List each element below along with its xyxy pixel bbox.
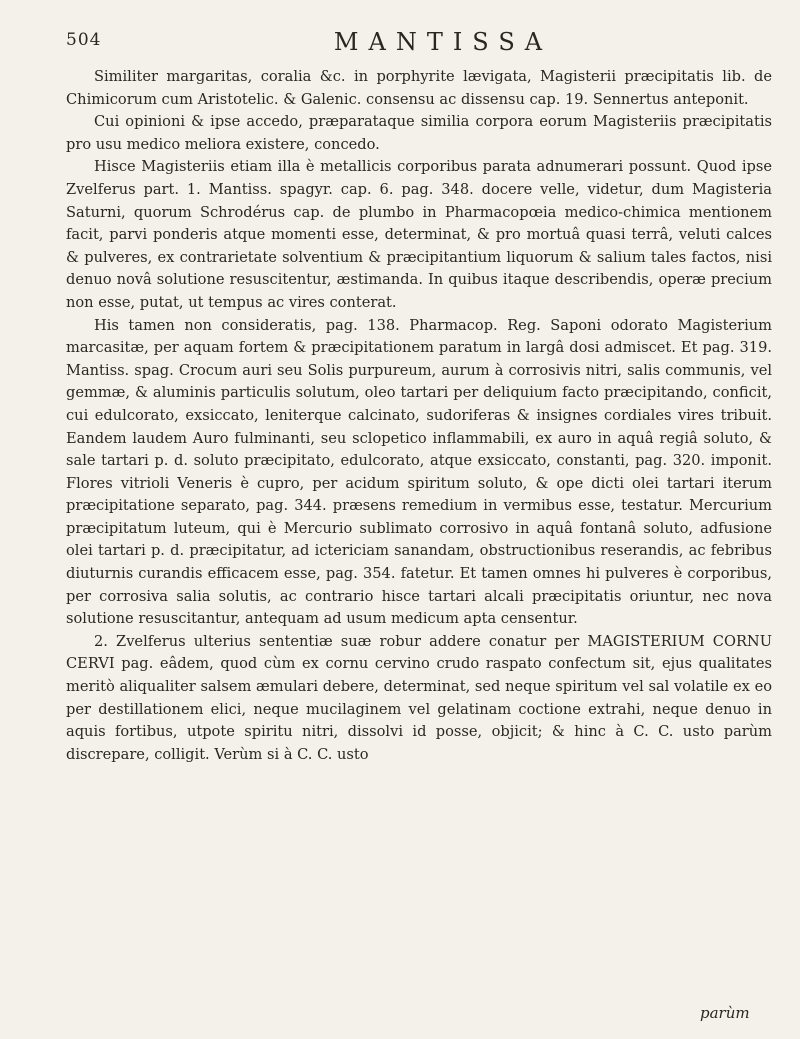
paragraph-3: Hisce Magisteriis etiam illa è metallicis corporibus parata adnumerari possunt. Quod ipse Zvelferus part. 1. Mantiss. spagyr. cap. 6. pag. 348. docere velle, videtur, dum Magisteria Saturni, quorum Schrodérus cap. de plumbo in Pharmacopœia medico-chimica mentionem facit, parvi ponderis atque momenti esse, determinat, & pro mortuâ quasi terrâ, veluti calces & pulveres, ex contrarietate solventium & præcipitantium liquorum & salium tales factos, nisi denuo novâ solutione resuscitentur, æstimanda. In quibus itaque describendis, operæ precium non esse, putat, ut tempus ac vires conterat. xyxy=(66,158,772,311)
body-text xyxy=(66,66,772,766)
running-title: MANTISSA xyxy=(333,28,553,56)
page-number: 504 xyxy=(66,30,102,50)
paragraph-1: Similiter margaritas, coralia &c. in porphyrite lævigata, Magisterii præcipitatis lib. de Chimicorum cum Aristotelic. & Galenic. consensu ac dissensu cap. 19. Sennertus anteponit. xyxy=(66,68,772,108)
paragraph-2: Cui opinioni & ipse accedo, præparataque similia corpora eorum Magisteriis præcipitatis pro usu medico meliora existere, concedo. xyxy=(66,113,772,153)
page-header xyxy=(66,28,760,58)
paragraph-5: 2. Zvelferus ulterius sententiæ suæ robur addere conatur per MAGISTERIUM CORNU CERVI pag. eâdem, quod cùm ex cornu cervino crudo raspato confectum sit, ejus qualitates meritò aliqualiter salsem æmulari debere, determinat, sed neque spiritum vel sal volatile ex eo per destillationem elici, neque mucilaginem vel gelatinam coctione extrahi, neque denuo in aquis fortibus, utpote spiritu nitri, dissolvi id posse, objicit; & hinc à C. C. usto parùm discrepare, colligit. Verùm si à C. C. usto xyxy=(66,632,772,763)
paragraph-4: His tamen non consideratis, pag. 138. Pharmacop. Reg. Saponi odorato Magisterium marcasitæ, per aquam fortem & præcipitationem paratum in largâ dosi admiscet. Et pag. 319. Mantiss. spag. Crocum auri seu Solis purpureum, aurum à corrosivis nitri, salis communis, vel gemmæ, & aluminis particulis solutum, oleo tartari per deliquium facto præcipitando, conficit, cui edulcorato, exsiccato, leniterque calcinato, sudoriferas & insignes cordiales vires tribuit. Eandem laudem Auro fulminanti, seu sclopetico inflammabili, ex auro in aquâ regiâ soluto, & sale tartari p. d. soluto præcipitato, edulcorato, atque exsiccato, constanti, pag. 320. imponit. Flores vitrioli Veneris è cupro, per acidum spiritum soluto, & ope dicti olei tartari iterum præcipitatione separato, pag. 344. præsens remedium in vermibus esse, testatur. Mercurium præcipitatum luteum, qui è Mercurio sublimato corrosivo in aquâ fontanâ soluto, adfusione olei tartari p. d. præcipitatur, ad ictericiam sanandam, obstructionibus reserandis, ac febribus diuturnis curandis efficacem esse, pag. 354. fatetur. Et tamen omnes hi pulveres è corporibus, per corrosiva salia solutis, ac contrario hisce tartari alcali præcipitatis oriuntur, nec nova solutione resuscitantur, antequam ad usum medicum apta censentur. xyxy=(66,316,772,628)
catchword: parùm xyxy=(700,1004,750,1022)
